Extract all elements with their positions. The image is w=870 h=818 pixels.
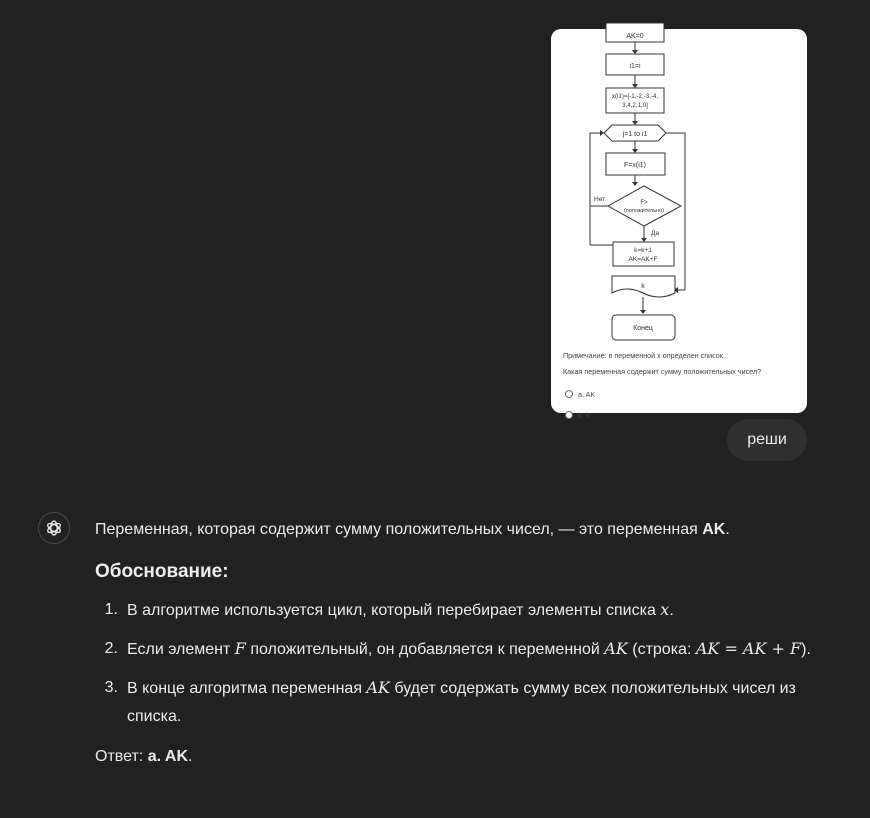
flowchart-loop-text: j=1 to i1 [622,131,648,138]
flowchart-list-text-2: 3,4,2,1,0] [622,102,648,109]
assistant-message [95,518,815,769]
math-segment: AK [366,678,390,697]
list-item [95,596,815,625]
answer-prefix: Ответ: [95,748,148,765]
intro-text: Переменная, которая содержит сумму положительных чисел, — это переменная [95,521,703,538]
math-segment: AK = AK + F [695,639,802,658]
list-item-text [127,596,674,625]
option-a-radio [566,391,573,398]
text-segment: . [669,602,674,619]
math-segment: AK [604,639,628,658]
flowchart-init-text: AK=0 [626,33,644,40]
flowchart-assign-f-text: F=x(i1) [624,162,646,169]
list-item-number: 1. [104,601,118,618]
list-item-number: 2. [104,640,118,657]
math-segment: F [234,639,246,658]
option-a-text: a. AK [578,390,596,399]
list-item-text [127,674,815,731]
user-message-text: реши [747,431,787,448]
text-segment: В конце алгоритма переменная [127,680,367,697]
option-b-radio [566,412,573,419]
text-segment: ). [801,641,811,658]
question-note-text: Примечание: в переменной x определен список. [563,351,725,360]
flowchart-process-text-2: AK=AK+F [628,256,658,263]
question-text: Какая переменная содержит сумму положительных чисел? [563,367,762,376]
flowchart-assign-i1-text: i1=i [629,63,641,70]
intro-end: . [725,521,730,538]
reasoning-list [95,596,815,731]
openai-logo-icon [44,518,64,538]
flowchart-diagram [551,29,807,420]
list-item-text [127,635,811,664]
list-item [95,674,815,731]
text-segment: будет содержать сумму всех положительных чисел из списка. [127,680,796,725]
text-segment: Если элемент [127,641,235,658]
list-item [95,635,815,664]
text-segment: положительный, он добавляется к переменной [245,641,605,658]
reasoning-heading: Обоснование: [95,561,229,582]
flowchart-condition-text-2: (положительно) [623,208,665,214]
list-item-number: 3. [104,679,118,696]
flowchart-end-text: Конец [633,325,653,332]
answer-bold: a. AK [147,748,188,765]
uploaded-flowchart-image[interactable] [551,29,807,420]
assistant-intro [95,518,815,542]
flowchart-output-text: k [641,283,645,290]
text-segment: В алгоритме используется цикл, который перебирает элементы списка [127,602,661,619]
text-segment: (строка: [627,641,696,658]
flowchart-condition-diamond [608,186,681,226]
flowchart-list-text-1: x(i1)=[-1,-2,-3,-4, [611,93,659,100]
assistant-avatar [38,512,70,544]
option-b-text: b. k [578,411,590,420]
flowchart-condition-text-1: F> [640,200,648,206]
flowchart-process-text-1: k=k+1 [634,247,652,254]
user-message-bubble [727,419,807,461]
flowchart-list-box [606,88,664,113]
flowchart-yes-label: Да [651,230,660,237]
intro-bold: AK [702,521,726,538]
final-answer [95,745,815,769]
flowchart-no-label: Нет [594,196,606,203]
math-segment: x [660,600,670,619]
answer-end: . [188,748,193,765]
